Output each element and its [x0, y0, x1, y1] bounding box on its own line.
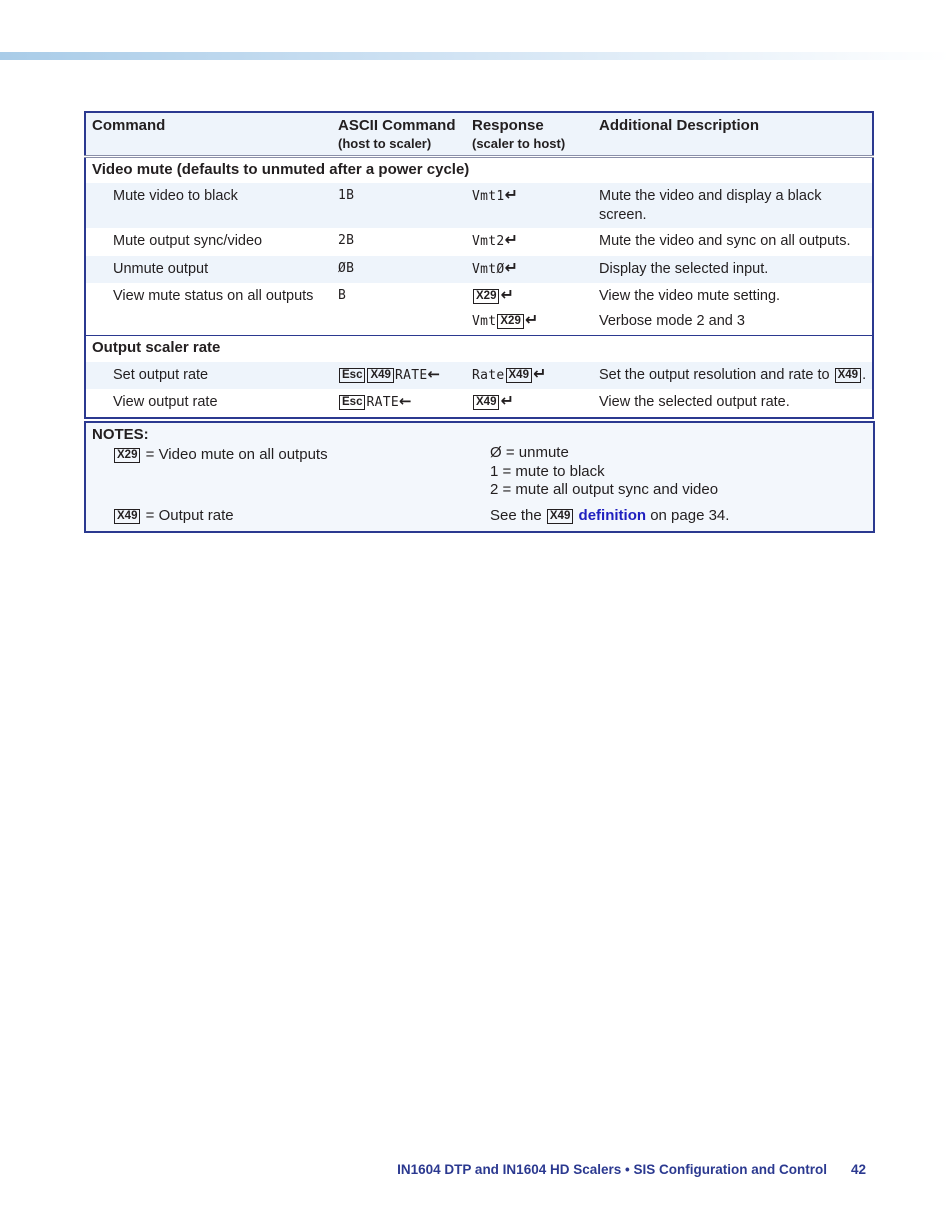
header-response: Response (scaler to host)	[472, 117, 566, 151]
footer-title: IN1604 DTP and IN1604 HD Scalers • SIS Configuration and Control	[397, 1162, 827, 1177]
enter-icon: ↵	[504, 185, 518, 204]
header-gradient-bar	[0, 52, 950, 60]
header-ascii: ASCII Command (host to scaler)	[338, 117, 456, 151]
header-description: Additional Description	[599, 117, 760, 134]
enter-icon: ↵	[524, 309, 539, 329]
variable-x49-box: X49	[506, 368, 532, 383]
table-header-row	[85, 112, 873, 156]
note-values-x49: See the X49 definition on page 34.	[490, 507, 730, 524]
notes-title: NOTES:	[92, 426, 149, 443]
variable-x49-box: X49	[367, 368, 393, 383]
table-row: View mute status on all outputs B X29 ↵ View the video mute setting.	[113, 285, 781, 304]
enter-icon: ↵	[500, 391, 514, 410]
table-row: View output rate Esc RATE← X49 ↵ View the selected output rate.	[113, 391, 790, 410]
variable-x29-box: X29	[473, 289, 499, 304]
enter-icon: ↵	[500, 285, 514, 304]
table-row: Mute output sync/video 2B Vmt2↵ Mute the video and sync on all outputs.	[113, 230, 851, 249]
page-number: 42	[850, 1162, 866, 1177]
table-row: Set output rate Esc X49 RATE← Rate X49 ↵ Set the output resolution and rate to X49 .	[85, 362, 873, 390]
table-row: Unmute output ØB VmtØ↵ Display the selected input.	[85, 256, 873, 284]
enter-icon: ↵	[532, 363, 547, 383]
variable-x29-box: X29	[497, 314, 523, 329]
table-row: Vmt X29 ↵ Verbose mode 2 and 3	[472, 309, 745, 329]
section-heading-output-rate: Output scaler rate	[85, 336, 873, 362]
definition-link[interactable]: definition	[578, 507, 647, 524]
variable-x49-box: X49	[835, 368, 861, 383]
section-heading-video-mute: Video mute (defaults to unmuted after a power cycle)	[92, 160, 470, 178]
esc-key-box: Esc	[339, 368, 365, 383]
note-key-x49: X49 = Output rate	[113, 507, 234, 526]
left-arrow-icon: ←	[427, 364, 441, 383]
variable-x29-box: X29	[114, 448, 140, 463]
variable-x49-box: X49	[473, 395, 499, 410]
header-command: Command	[92, 117, 166, 134]
esc-key-box: Esc	[339, 395, 365, 410]
variable-x49-box: X49	[547, 509, 573, 524]
enter-icon: ↵	[504, 257, 518, 277]
command-table	[84, 111, 874, 419]
left-arrow-icon: ←	[398, 392, 412, 410]
note-key-x29: X29 = Video mute on all outputs	[113, 446, 328, 465]
enter-icon: ↵	[504, 230, 518, 249]
notes-box	[84, 421, 875, 533]
page-footer	[397, 1162, 866, 1177]
variable-x49-box: X49	[114, 509, 140, 524]
note-values-x29: Ø = unmute 1 = mute to black 2 = mute all output sync and video	[490, 444, 719, 498]
table-row: Mute video to black 1B Vmt1↵ Mute the video and display a black screen.	[85, 183, 873, 228]
